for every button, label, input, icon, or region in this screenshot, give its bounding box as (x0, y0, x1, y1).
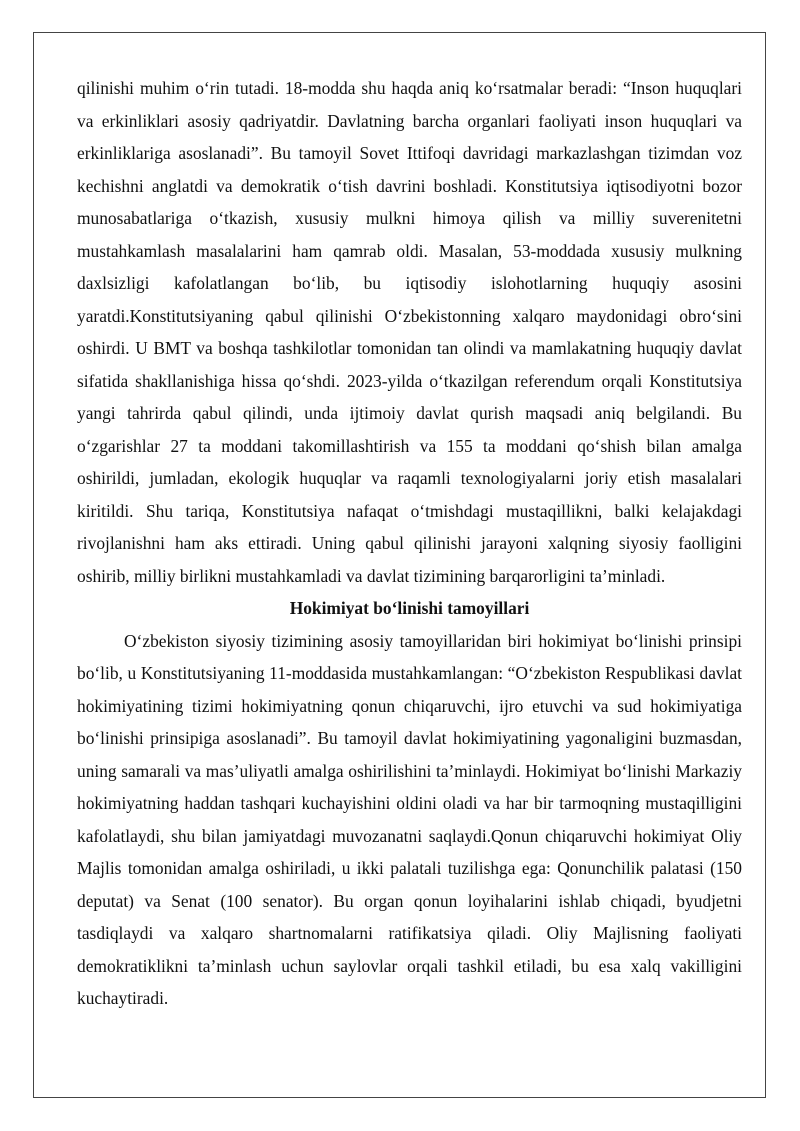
document-body (77, 72, 742, 1015)
section-heading: Hokimiyat bo‘linishi tamoyillari (289, 598, 530, 618)
body-paragraph: O‘zbekiston siyosiy tizimining asosiy tamoyillaridan biri hokimiyat bo‘linishi prinsipi bo‘lib, u Konstitutsiyaning 11-moddasida mustahkamlangan: “O‘zbekiston Respublikasi davlat hokimiyatining tizimi hokimiyatning qonun chiqaruvchi, ijro etuvchi va sud hokimiyatiga bo‘linishi prinsipiga asoslanadi”. Bu tamoyil davlat hokimiyatining yagonaligini buzmasdan, uning samarali va mas’uliyatli amalga oshirilishini ta’minlaydi. Hokimiyat bo‘linishi Markaziy hokimiyatning haddan tashqari kuchayishini oldini oladi va har bir tarmoqning mustaqilligini kafolatlaydi, shu bilan jamiyatdagi muvozanatni saqlaydi.Qonun chiqaruvchi hokimiyat Oliy Majlis tomonidan amalga oshiriladi, u ikki palatali tuzilishga ega: Qonunchilik palatasi (150 deputat) va Senat (100 senator). Bu organ qonun loyihalarini ishlab chiqadi, byudjetni tasdiqlaydi va xalqaro shartnomalarni ratifikatsiya qiladi. Oliy Majlisning faoliyati demokratiklikni ta’minlash uchun saylovlar orqali tashkil etiladi, bu esa xalq vakilligini kuchaytiradi. (77, 630, 742, 1008)
body-paragraph: qilinishi muhim o‘rin tutadi. 18-modda shu haqda aniq ko‘rsatmalar beradi: “Inson huquqlari va erkinliklari asosiy qadriyatdir. Davlatning barcha organlari faoliyati inson huquqlari va erkinliklariga asoslanadi”. Bu tamoyil Sovet Ittifoqi davridagi markazlashgan tizimdan voz kechishni anglatdi va demokratik o‘tish davrini boshladi. Konstitutsiya iqtisodiyotni bozor munosabatlariga o‘tkazish, xususiy mulkni himoya qilish va milliy suverenitetni mustahkamlash masalalarini ham qamrab oldi. Masalan, 53-moddada xususiy mulkning daxlsizligi kafolatlangan bo‘lib, bu iqtisodiy islohotlarning huquqiy asosini yaratdi.Konstitutsiyaning qabul qilinishi O‘zbekistonning xalqaro maydonidagi obro‘sini oshirdi. U BMT va boshqa tashkilotlar tomonidan tan olindi va mamlakatning huquqiy davlat sifatida shakllanishiga hissa qo‘shdi. 2023-yilda o‘tkazilgan referendum orqali Konstitutsiya yangi tahrirda qabul qilindi, unda ijtimoiy davlat qurish maqsadi aniq belgilandi. Bu o‘zgarishlar 27 ta moddani takomillashtirish va 155 ta moddani qo‘shish bilan amalga oshirildi, jumladan, ekologik huquqlar va raqamli texnologiyalarni joriy etish masalalari kiritildi. Shu tariqa, Konstitutsiya nafaqat o‘tmishdagi mustaqillikni, balki kelajakdagi rivojlanishni ham aks ettiradi. Uning qabul qilinishi jarayoni xalqning siyosiy faolligini oshirib, milliy birlikni mustahkamladi va davlat tizimining barqarorligini ta’minladi. (77, 78, 742, 586)
